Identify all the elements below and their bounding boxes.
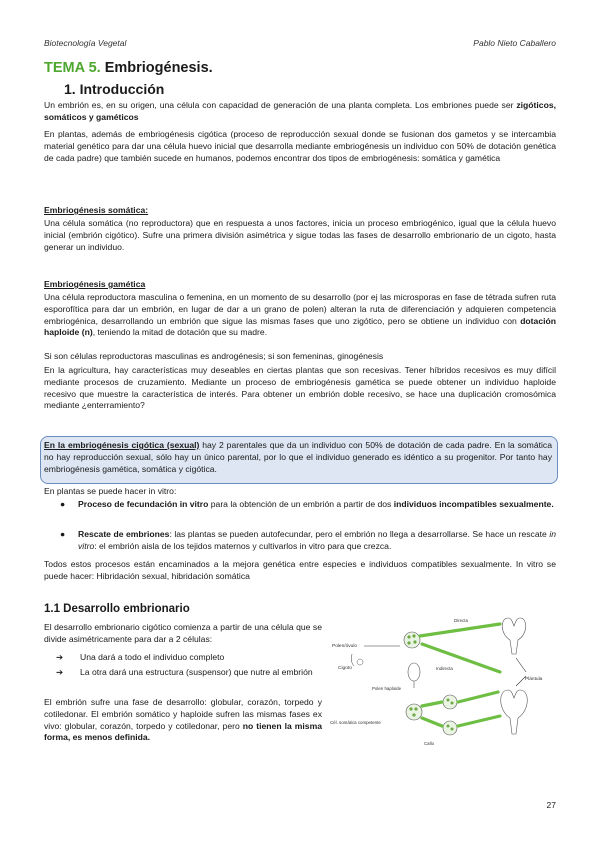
vitro-bullet-2: ● Rescate de embriones: las plantas se pueden autofecundar, pero el embrión no llega a desarrollarse. Se hace un rescate in vitro: el embrión aisla de los tejidos maternos y cultivarlos in vitro para que crezca. xyxy=(60,529,557,551)
heart-embryo-bottom xyxy=(501,690,528,734)
label-celula-somatica: Cél. somática competente xyxy=(330,720,381,725)
globular-embryo-1 xyxy=(404,632,420,648)
callout-text: En la embriogénesis cigótica (sexual) hay 2 parentales que da un individuo con 50% de dotación de cada padre. En la somática no hay reproducción sexual, sólo hay un único parental, por lo que el individuo generado es idéntico a su progenitor. Por tanto hay embriogénesis gamética, somática y cigótica. xyxy=(44,440,552,474)
desarrollo-paragraph-2: El embrión sufre una fase de desarrollo: globular, corazón, torpedo y cotiledonar. El embrión somático y haploide sufren las mismas fases ex vivo: globular, corazón, torpedo y cotiledonar, pero no tienen la misma forma, es menos definida. xyxy=(44,697,322,743)
tema-label: TEMA 5. xyxy=(44,60,101,76)
gametica-paragraph-1: Una célula reproductora masculina o femenina, en un momento de su desarrollo (por ej las microsporas en fase de tétrada sufren ruta esporofítica para dar un embrión, en lugar de dar a un grano de polen) alteran la ruta de diferenciación y adquieren competencia embriogénica, desarrollando un embrión que sigue las mismas fases que uno zigótico, pero se obtiene un individuo con dotación haploide (n), teniendo la mitad de dotación que su madre. xyxy=(44,292,556,338)
label-callo: Callo xyxy=(424,741,435,746)
vitro-outro: Todos estos procesos están encaminados a la mejora genética entre especies e individuos compatibles sexualmente. In vitro se puede hacer: Hibridación sexual, hibridación somática xyxy=(44,559,556,581)
desarrollo-arrow-item-1: ➔ Una dará a todo el individuo completo xyxy=(56,652,225,662)
section-heading-desarrollo: 1.1 Desarrollo embrionario xyxy=(44,603,190,615)
label-indirecta: Indirecta xyxy=(436,666,453,671)
globular-embryo-4 xyxy=(443,721,457,735)
tema-name: Embriogénesis. xyxy=(104,60,213,76)
vitro-bullet-1: ● Proceso de fecundación in vitro para la obtención de un embrión a partir de dos individuos incompatibles sexualmente. xyxy=(60,499,554,509)
globular-embryo-2 xyxy=(406,704,422,720)
bullet-dot-icon: ● xyxy=(60,499,66,509)
label-polen-ovulo: Polen/óvulo xyxy=(332,644,358,649)
arrow-right-icon: ➔ xyxy=(56,667,64,677)
green-pathway-arrows xyxy=(420,624,500,726)
gametica-paragraph-3: En la agricultura, hay características muy deseables en ciertas plantas que son recesivas. Tener híbridos recesivos es muy difícil mediante procesos de cruzamiento. Mediante un proceso de embriogénesis gamética se puede obtener un individuo haploide recesivo que muestre la característica de interés. Para obtener un embrión doble recesivo, se hace una duplicación cromosómica mediante ¿enterramiento? xyxy=(44,365,556,411)
vitro-intro: En plantas se puede hacer in vitro: xyxy=(44,486,177,496)
header-right: Pablo Nieto Caballero xyxy=(473,38,556,48)
somatica-paragraph: Una célula somática (no reproductora) que en respuesta a unos factores, inicia un proceso embriogénico, igual que la célula huevo inicial (embrión cigótico). Sufre una primera división asimétrica y sigue todas las fases de desarrollo embrionario de un cigoto, hasta generar un individuo. xyxy=(44,218,556,252)
desarrollo-paragraph-1: El desarrollo embrionario cigótico comienza a partir de una célula que se divide asimétricamente para dar a 2 células: xyxy=(44,622,322,644)
globular-embryo-3 xyxy=(443,695,457,709)
intro-paragraph-2: En plantas, además de embriogénesis cigótica (proceso de reproducción sexual donde se fusionan dos gametos y se intercambia material genético para dar una célula huevo inicial que desarrolla mediante embriogénesis un individuo con 50% de dotación genética de cada padre) que también sucede en humanos, podemos encontrar dos tipos de embriogénesis: somática y gamética xyxy=(44,129,556,163)
gametica-paragraph-2: Si son células reproductoras masculinas es androgénesis; si son femeninas, ginogénesis xyxy=(44,351,384,361)
section-heading-introduccion: 1. Introducción xyxy=(64,81,165,97)
header-left: Biotecnología Vegetal xyxy=(44,38,127,48)
label-plantula: Plántula xyxy=(525,677,543,682)
somatica-heading: Embriogénesis somática: xyxy=(44,205,149,215)
label-polen-haploide: Polen haploide xyxy=(372,686,402,691)
page-number: 27 xyxy=(546,800,556,810)
torpedo-embryo xyxy=(408,663,420,688)
arrow-right-icon: ➔ xyxy=(56,652,64,662)
label-directa: Directa xyxy=(454,618,468,623)
gametica-heading: Embriogénesis gamética xyxy=(44,279,146,289)
heart-embryo-top xyxy=(502,618,526,654)
cigoto-cell-icon xyxy=(357,659,363,665)
embryo-development-diagram xyxy=(330,614,556,750)
intro-paragraph-1: Un embrión es, en su origen, una célula con capacidad de generación de una planta completa. Los embriones puede ser zigóticos, somáticos y gaméticos xyxy=(44,100,556,122)
page-title xyxy=(44,60,213,76)
desarrollo-arrow-item-2: ➔ La otra dará una estructura (suspensor) que nutre al embrión xyxy=(56,667,313,677)
label-cigoto: Cigoto xyxy=(338,666,352,671)
bullet-dot-icon: ● xyxy=(60,529,66,539)
